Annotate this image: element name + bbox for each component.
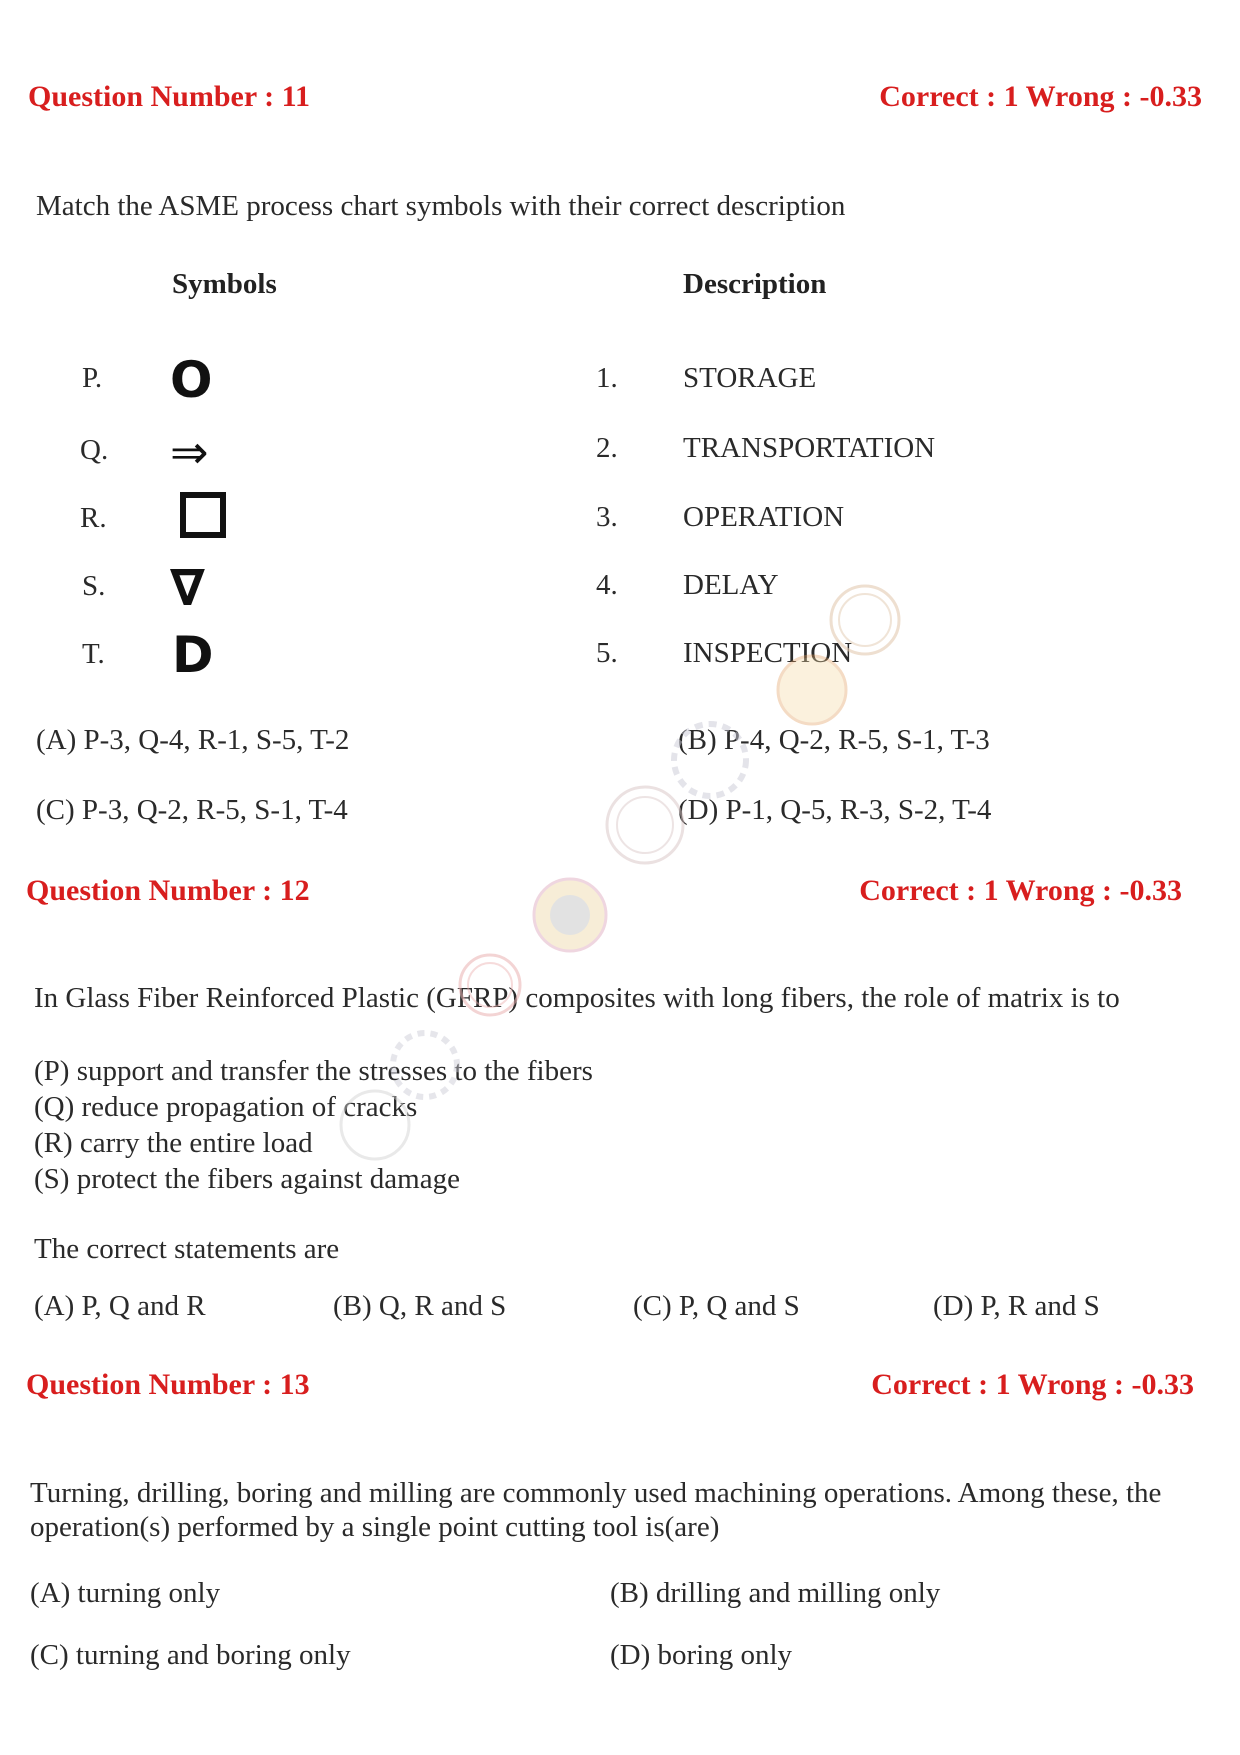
q12-statement-q: (Q) reduce propagation of cracks [34, 1091, 418, 1123]
symbols-header: Symbols [172, 268, 277, 300]
q11-marks: Correct : 1 Wrong : -0.33 [879, 80, 1202, 113]
q12-statement-p: (P) support and transfer the stresses to the fibers [34, 1055, 593, 1087]
q12-number: Question Number : 12 [26, 874, 310, 907]
symbol-label-p: P. [82, 362, 103, 394]
q11-question-text: Match the ASME process chart symbols with their correct description [36, 190, 846, 222]
q13-option-d: (D) boring only [610, 1639, 793, 1671]
storage-triangle-icon: ∇ [170, 559, 205, 617]
description-inspection: INSPECTION [683, 637, 853, 669]
transport-arrow-icon: ⇒ [170, 425, 209, 479]
q13-number: Question Number : 13 [26, 1368, 310, 1401]
description-num-4: 4. [596, 569, 618, 601]
symbol-label-r: R. [80, 502, 107, 534]
description-num-2: 2. [596, 432, 618, 464]
description-num-1: 1. [596, 362, 618, 394]
symbol-label-s: S. [82, 570, 106, 602]
q11-option-a: (A) P-3, Q-4, R-1, S-5, T-2 [36, 724, 350, 756]
q12-option-c: (C) P, Q and S [633, 1290, 800, 1322]
q12-option-a: (A) P, Q and R [34, 1290, 206, 1322]
description-header: Description [683, 268, 827, 300]
q12-option-d: (D) P, R and S [933, 1290, 1100, 1322]
description-transportation: TRANSPORTATION [683, 432, 936, 464]
q11-option-b: (B) P-4, Q-2, R-5, S-1, T-3 [678, 724, 990, 756]
description-storage: STORAGE [683, 362, 817, 394]
q13-marks: Correct : 1 Wrong : -0.33 [871, 1368, 1194, 1401]
q13-question-line1: Turning, drilling, boring and milling are commonly used machining operations. Among these, the [30, 1477, 1162, 1509]
q13-option-c: (C) turning and boring only [30, 1639, 351, 1671]
delay-d-icon: D [172, 626, 214, 684]
q12-prompt: The correct statements are [34, 1233, 340, 1265]
operation-circle-icon: O [170, 351, 213, 409]
q11-option-c: (C) P-3, Q-2, R-5, S-1, T-4 [36, 794, 348, 826]
q12-marks: Correct : 1 Wrong : -0.33 [859, 874, 1182, 907]
q11-number: Question Number : 11 [28, 80, 310, 113]
q13-option-b: (B) drilling and milling only [610, 1577, 941, 1609]
q12-statement-r: (R) carry the entire load [34, 1127, 313, 1159]
description-operation: OPERATION [683, 501, 845, 533]
inspection-square-icon [180, 492, 226, 538]
description-num-3: 3. [596, 501, 618, 533]
symbol-label-q: Q. [80, 434, 109, 466]
q12-question-text: In Glass Fiber Reinforced Plastic (GFRP) composites with long fibers, the role of matrix is to [34, 982, 1120, 1014]
description-num-5: 5. [596, 637, 618, 669]
q13-option-a: (A) turning only [30, 1577, 221, 1609]
q11-option-d: (D) P-1, Q-5, R-3, S-2, T-4 [678, 794, 992, 826]
q12-option-b: (B) Q, R and S [333, 1290, 507, 1322]
description-delay: DELAY [683, 569, 779, 601]
symbol-label-t: T. [82, 638, 105, 670]
watermark-emblem-icon [525, 870, 615, 960]
q13-question-line2: operation(s) performed by a single point cutting tool is(are) [30, 1511, 720, 1543]
q12-statement-s: (S) protect the fibers against damage [34, 1163, 460, 1195]
